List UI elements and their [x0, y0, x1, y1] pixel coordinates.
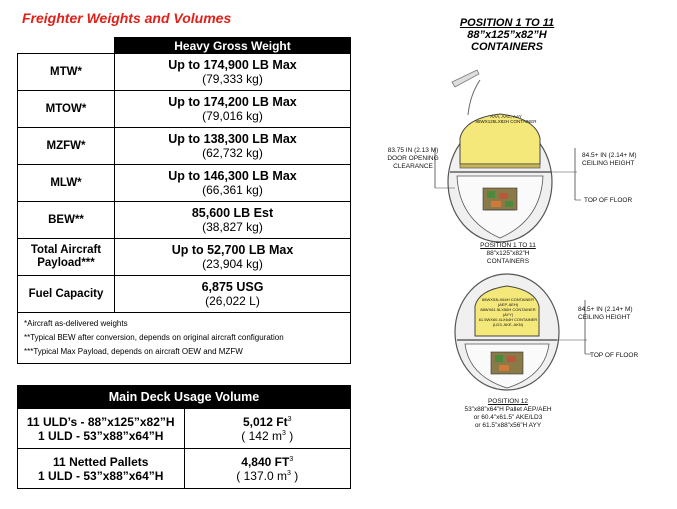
label-line: DOOR OPENING [387, 155, 439, 162]
table-row [18, 165, 351, 202]
caption-line: POSITION 1 TO 11 [480, 242, 536, 249]
container-label-line: (AEP, AEH) [497, 302, 519, 307]
value-secondary: (26,022 L) [205, 294, 260, 308]
caption-line: 53”x88”x64”H Pallet AEP/AEH [464, 406, 552, 413]
label-line: 84.5+ IN (2.14+ M) [578, 306, 633, 313]
value-secondary: (79,016 kg) [202, 109, 263, 123]
caption-line: or 61.5”x88”x56”H AYY [474, 422, 542, 429]
volume-metric-sup: 3 [281, 429, 286, 437]
value-primary: Up to 174,200 LB Max [168, 95, 297, 109]
lower-cargo-box [505, 201, 513, 207]
note: ***Typical Max Payload, depends on aircraft OEW and MZFW [24, 347, 243, 356]
label-line: 84.5+ IN (2.14+ M) [582, 152, 637, 159]
volume-config [18, 409, 185, 449]
container-label [476, 297, 540, 327]
value-primary: Up to 174,900 LB Max [168, 58, 297, 72]
value-secondary: (79,333 kg) [202, 72, 263, 86]
caption-line: POSITION 12 [487, 398, 529, 405]
config-line: 1 ULD - 53”x88”x64”H [38, 428, 164, 443]
lower-cargo-box [499, 193, 508, 199]
row-label: MTOW* [18, 91, 115, 128]
table-row [18, 202, 351, 239]
lower-cargo-box [507, 356, 516, 362]
table-row [18, 128, 351, 165]
volume-metric-end: ) [290, 468, 299, 483]
ceiling-height-label [582, 152, 672, 168]
weights-notes [18, 313, 351, 364]
row-label: Total Aircraft Payload*** [18, 239, 115, 276]
row-label: MTW* [18, 54, 115, 91]
table-row [18, 276, 351, 313]
volume-unit-sup: 3 [289, 455, 294, 463]
weights-header: Heavy Gross Weight [115, 38, 351, 54]
value-primary: 6,875 USG [201, 280, 264, 294]
container-label-line: 88WX53LX64H CONTAINER [482, 297, 534, 302]
value-secondary: (38,827 kg) [202, 220, 263, 234]
container-label-line: 61.5WX60.4LX64H CONTAINER [478, 317, 538, 322]
caption-line: 88”x125”x82”H [486, 250, 530, 257]
volume-metric-sup: 3 [286, 469, 291, 477]
row-value [115, 91, 351, 128]
top-of-floor-label: TOP OF FLOOR [584, 197, 633, 204]
volume-config [18, 449, 185, 489]
volume-value [184, 449, 351, 489]
row-label: BEW** [18, 202, 115, 239]
config-line: 1 ULD - 53”x88”x64”H [38, 468, 164, 483]
container-base [460, 164, 540, 168]
container-label-line: (AYY) [502, 312, 514, 317]
note: *Aircraft as-delivered weights [24, 319, 128, 328]
config-line: 11 ULD’s - 88”x125”x82”H [26, 414, 175, 429]
volume-imperial: 4,840 FT [241, 454, 290, 469]
cargo-door [452, 70, 479, 87]
note: **Typical BEW after conversion, depends on original aircraft configuration [24, 333, 284, 342]
container-label [458, 114, 554, 124]
row-value [115, 165, 351, 202]
bottom-caption [446, 398, 570, 430]
lower-cargo-box [491, 201, 501, 207]
volume-table [17, 385, 351, 489]
label-line: CEILING HEIGHT [582, 160, 635, 167]
table-row [18, 239, 351, 276]
caption-line: or 60.4”x61.5” AKE/LD3 [473, 414, 543, 421]
diagram-title-line: 88”x125”x82”H [467, 29, 547, 41]
bottom-cross-section [395, 272, 675, 402]
value-secondary: (23,904 kg) [202, 257, 263, 271]
container-label-line: 88WX61.5LX56H CONTAINER [480, 307, 536, 312]
table-row [18, 409, 351, 449]
label-line: CEILING HEIGHT [578, 314, 631, 321]
row-label: MLW* [18, 165, 115, 202]
caption-line: CONTAINERS [486, 258, 530, 265]
volume-metric: ( 142 m [241, 428, 282, 443]
volume-header: Main Deck Usage Volume [18, 386, 351, 409]
container-label-line: 88WX125LX82H CONTAINER [475, 119, 537, 124]
volume-metric-end: ) [285, 428, 294, 443]
row-value [115, 128, 351, 165]
weights-table [17, 37, 351, 364]
top-caption [460, 242, 556, 266]
value-primary: Up to 138,300 LB Max [168, 132, 297, 146]
volume-value [184, 409, 351, 449]
config-line: 11 Netted Pallets [53, 454, 149, 469]
volume-unit-sup: 3 [287, 415, 292, 423]
container-label-line: (LD3, AKE, AKN) [492, 322, 524, 327]
row-label: MZFW* [18, 128, 115, 165]
row-label: Fuel Capacity [18, 276, 115, 313]
table-row [18, 449, 351, 489]
row-value [115, 202, 351, 239]
table-row [18, 91, 351, 128]
container-label-line: AAA, AAC, AAY [490, 114, 522, 119]
value-primary: Up to 146,300 LB Max [168, 169, 297, 183]
diagram-title-line: CONTAINERS [471, 41, 543, 53]
door-clearance-label [378, 147, 448, 171]
row-value [115, 54, 351, 91]
volume-metric: ( 137.0 m [236, 468, 287, 483]
page-title: Freighter Weights and Volumes [22, 10, 232, 26]
row-value [115, 239, 351, 276]
diagram-title [432, 17, 582, 53]
label-line: 83.75 IN (2.13 M) [387, 147, 439, 154]
value-primary: Up to 52,700 LB Max [171, 243, 294, 257]
lower-cargo-box [499, 365, 509, 371]
table-row [18, 54, 351, 91]
value-secondary: (62,732 kg) [202, 146, 263, 160]
lower-cargo-box [487, 191, 495, 198]
value-primary: 85,600 LB Est [191, 206, 274, 220]
weights-header-blank [18, 38, 115, 54]
lower-cargo-box [495, 355, 503, 362]
volume-imperial: 5,012 Ft [242, 414, 288, 429]
ceiling-height-label [578, 306, 670, 322]
top-of-floor-label: TOP OF FLOOR [590, 352, 639, 359]
row-value [115, 276, 351, 313]
diagram-title-line: POSITION 1 TO 11 [459, 17, 555, 29]
door-arc [468, 80, 480, 115]
label-line: CLEARANCE [393, 163, 433, 170]
value-secondary: (66,361 kg) [202, 183, 263, 197]
